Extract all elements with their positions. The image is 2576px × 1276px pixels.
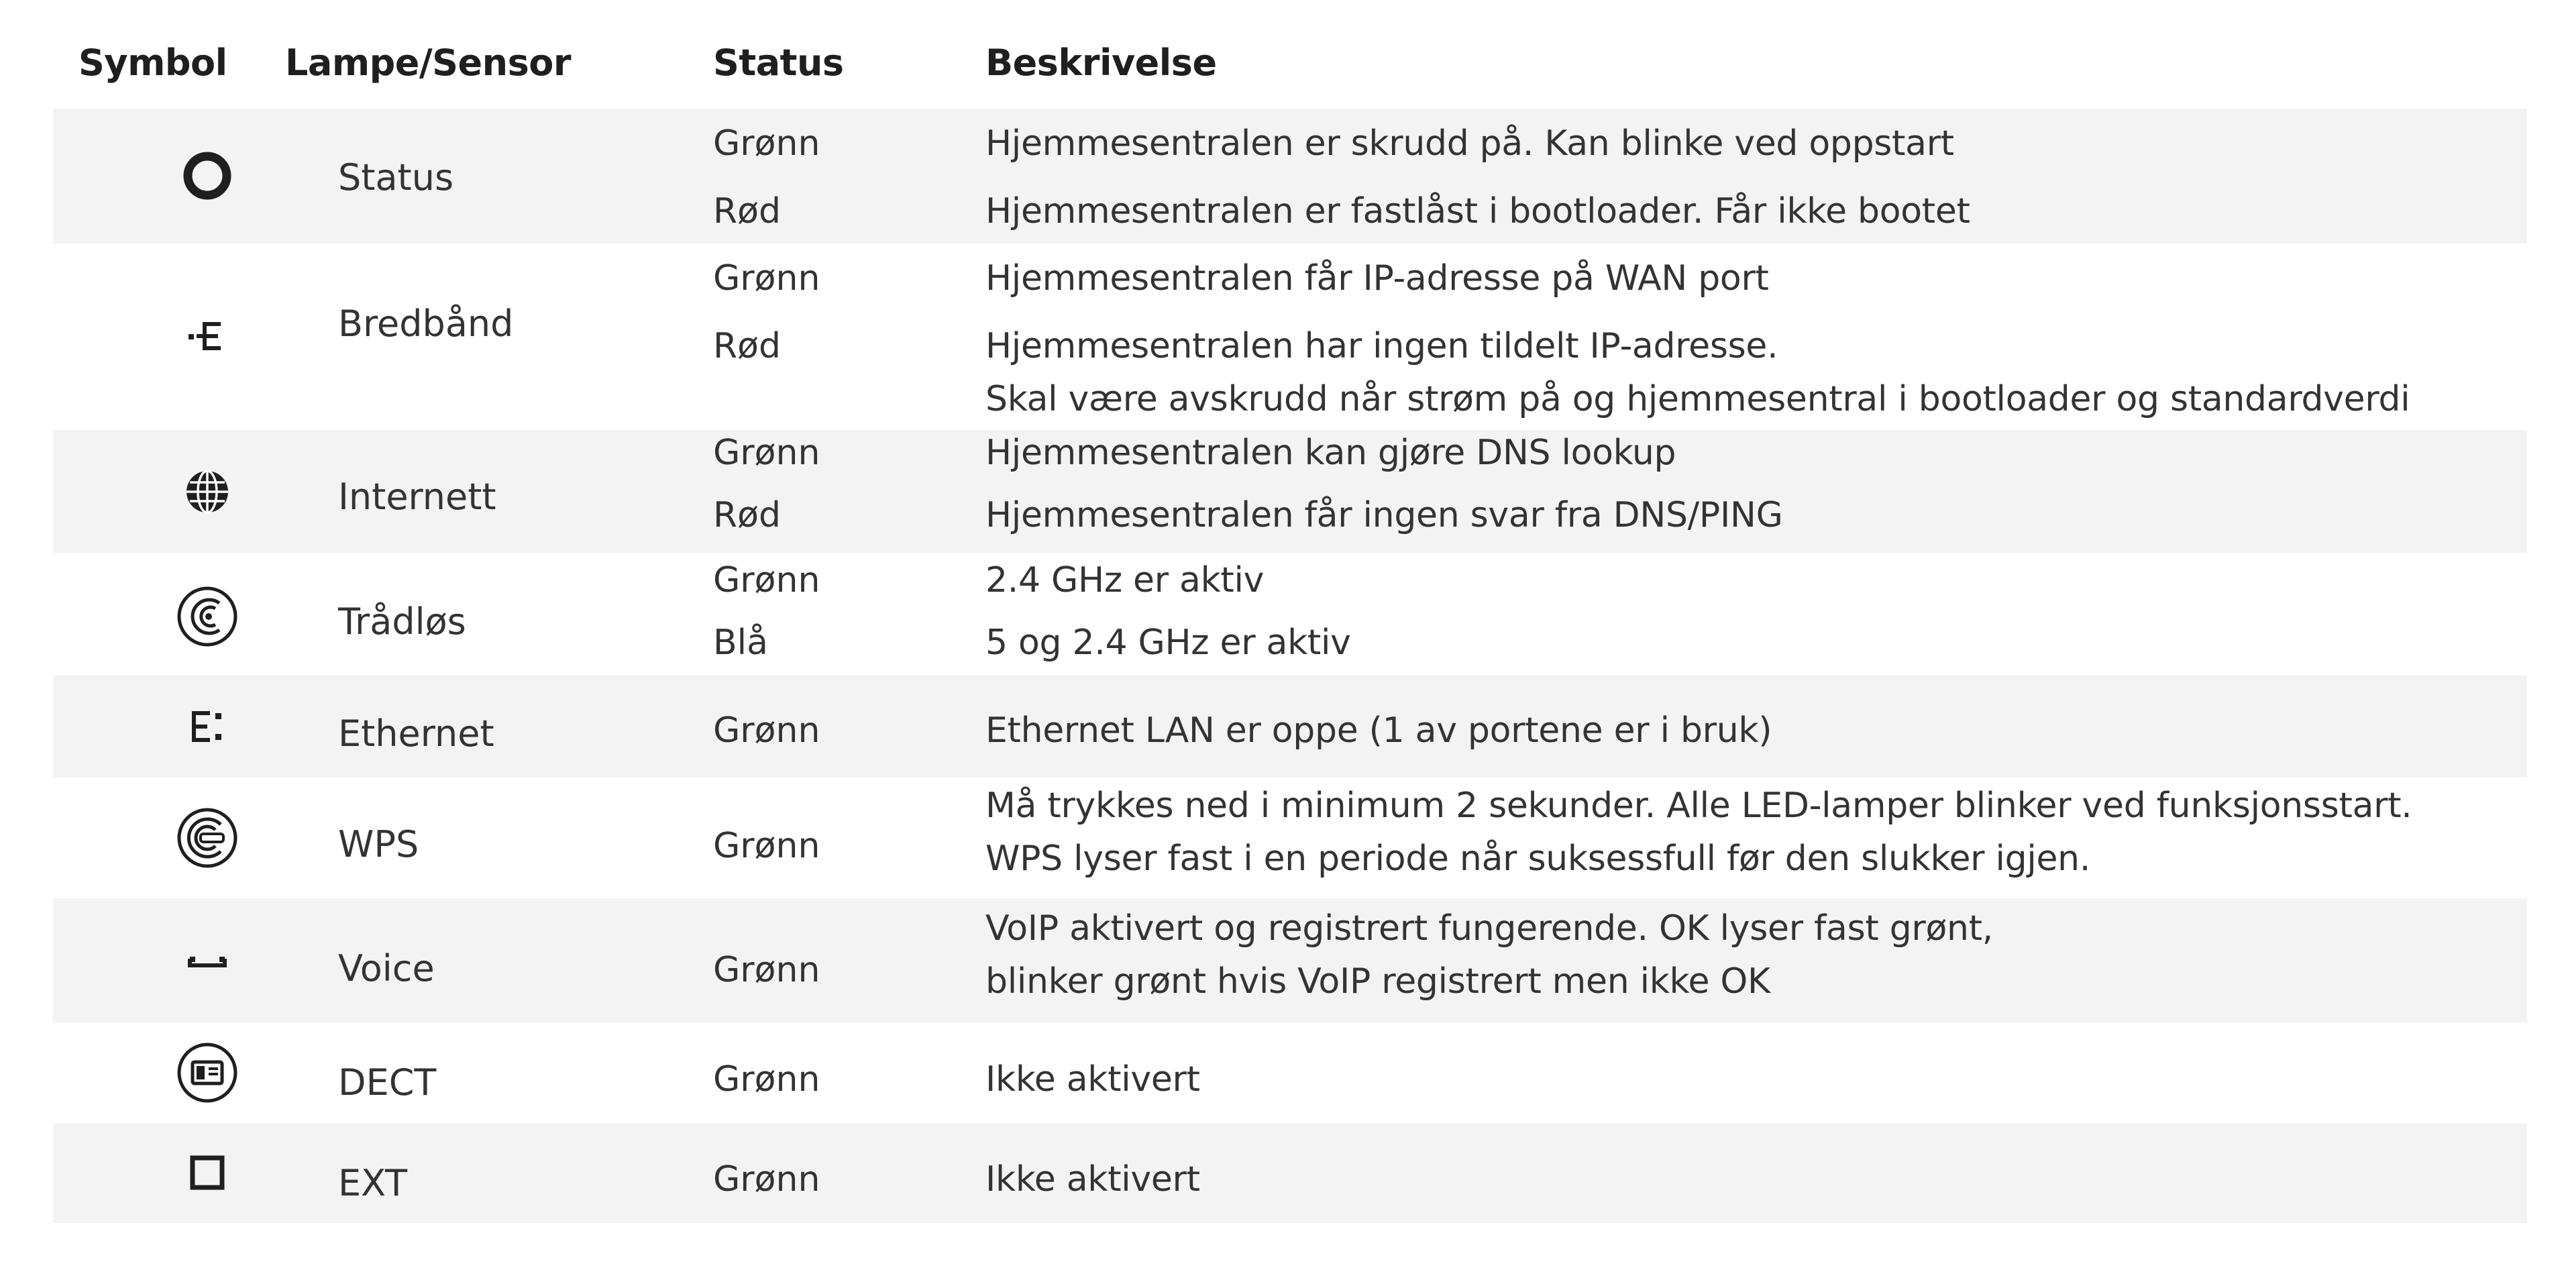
description-line: 5 og 2.4 GHz er aktiv [985,623,1351,663]
description-line: Skal være avskrudd når strøm på og hjemmesentral i bootloader og standardverdi [985,379,2410,419]
broadband-icon [154,303,261,370]
description-line: WPS lyser fast i en periode når suksessfull før den slukker igjen. [985,839,2091,879]
status-value: Grønn [713,1159,820,1200]
status-value: Grønn [713,433,820,473]
description-line: blinker grønt hvis VoIP registrert men ikke OK [985,961,1770,1002]
description-line: Hjemmesentralen har ingen tildelt IP-adresse. [985,326,1778,366]
lamp-name: EXT [338,1162,408,1204]
header-description: Beskrivelse [985,42,1217,84]
description-line: Hjemmesentralen er fastlåst i bootloader. Får ikke bootet [985,191,1970,231]
status-value: Grønn [713,560,820,600]
lamp-name: WPS [338,823,419,865]
lamp-name: Voice [338,947,435,990]
status-value: Rød [713,191,781,231]
wireless-icon [154,583,261,650]
lamp-name: DECT [338,1061,437,1104]
description-line: Ikke aktivert [985,1059,1200,1100]
header-symbol: Symbol [78,42,227,84]
status-value: Grønn [713,826,820,866]
lamp-name: Trådløs [338,600,466,643]
globe-icon [154,458,261,525]
description-line: Ikke aktivert [985,1159,1200,1200]
header-lamp-sensor: Lampe/Sensor [285,42,571,84]
description-line: Må trykkes ned i minimum 2 sekunder. Alle LED-lamper blinker ved funksjonsstart. [985,786,2412,826]
description-line: VoIP aktivert og registrert fungerende. OK lyser fast grønt, [985,908,1993,949]
description-line: 2.4 GHz er aktiv [985,560,1265,600]
dect-icon [154,1039,261,1106]
lamp-name: Bredbånd [338,303,514,345]
ring-icon [154,142,261,209]
table-row [53,1123,2527,1223]
status-value: Grønn [713,1059,820,1100]
status-value: Grønn [713,258,820,299]
status-value: Rød [713,495,781,535]
lamp-name: Ethernet [338,712,494,755]
voice-icon [154,926,261,994]
square-icon [154,1139,261,1206]
lamp-name: Internett [338,476,496,518]
status-value: Grønn [713,710,820,751]
description-line: Hjemmesentralen får ingen svar fra DNS/PING [985,495,1783,535]
status-value: Grønn [713,123,820,164]
description-line: Ethernet LAN er oppe (1 av portene er i bruk) [985,710,1772,751]
description-line: Hjemmesentralen er skrudd på. Kan blinke ved oppstart [985,123,1954,164]
lamp-name: Status [338,156,454,199]
status-value: Blå [713,623,768,663]
status-value: Rød [713,326,781,366]
ethernet-icon [154,693,261,760]
status-value: Grønn [713,950,820,990]
header-status: Status [713,42,844,84]
table-row [53,675,2527,778]
description-line: Hjemmesentralen får IP-adresse på WAN port [985,258,1769,299]
table-row [53,1022,2527,1123]
wps-icon [154,804,261,871]
description-line: Hjemmesentralen kan gjøre DNS lookup [985,433,1676,473]
